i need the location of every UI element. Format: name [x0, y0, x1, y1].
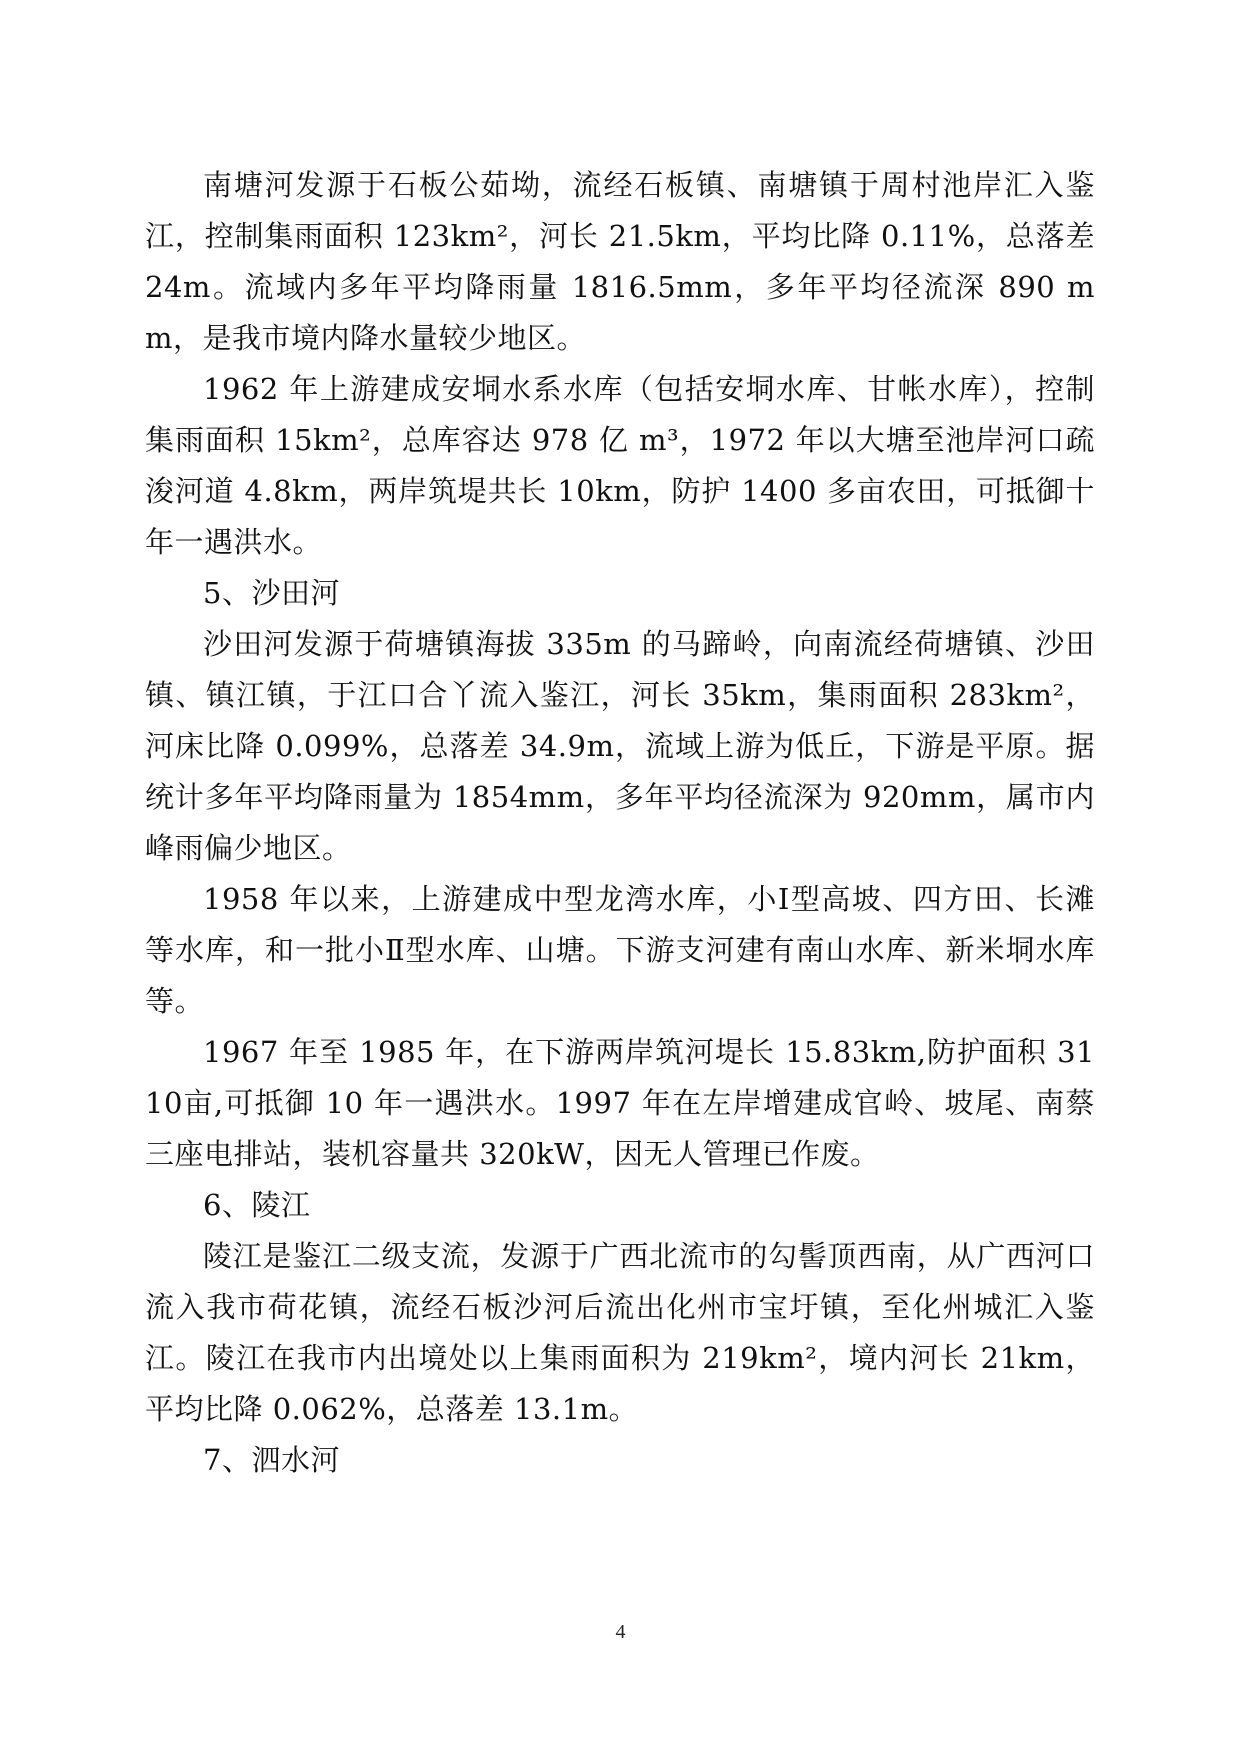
- page-number: 4: [615, 1621, 626, 1643]
- paragraph-shatian-embankment: 1967 年至 1985 年，在下游两岸筑河堤长 15.83km,防护面积 3110亩,可抵御 10 年一遇洪水。1997 年在左岸增建成官岭、坡尾、南蔡三座电排站，装机容量共 320kW，因无人管理已作废。: [145, 1035, 1095, 1171]
- paragraph-antong-reservoir: 1962 年上游建成安垌水系水库（包括安垌水库、甘帐水库），控制集雨面积 15km²，总库容达 978 亿 m³，1972 年以大塘至池岸河口疏浚河道 4.8km，两岸筑堤共长 10km，防护 1400 多亩农田，可抵御十年一遇洪水。: [145, 372, 1095, 559]
- paragraph-nantang-river: 南塘河发源于石板公茹坳，流经石板镇、南塘镇于周村池岸汇入鉴江，控制集雨面积 123km²，河长 21.5km，平均比降 0.11%，总落差 24m。流域内多年平均降雨量 1816.5mm，多年平均径流深 890 mm，是我市境内降水量较少地区。: [145, 168, 1095, 355]
- paragraph-shatian-reservoirs: 1958 年以来，上游建成中型龙湾水库，小Ⅰ型高坡、四方田、长滩等水库，和一批小Ⅱ型水库、山塘。下游支河建有南山水库、新米垌水库等。: [145, 882, 1095, 1018]
- paragraph-lingjiang: 陵江是鉴江二级支流，发源于广西北流市的勾髻顶西南，从广西河口流入我市荷花镇，流经石板沙河后流出化州市宝圩镇，至化州城汇入鉴江。陵江在我市内出境处以上集雨面积为 219km²，境内河长 21km，平均比降 0.062%，总落差 13.1m。: [145, 1239, 1095, 1426]
- section-heading-sishui-river: 7、泗水河: [203, 1443, 340, 1477]
- paragraph-shatian-river: 沙田河发源于荷塘镇海拔 335m 的马蹄岭，向南流经荷塘镇、沙田镇、镇江镇，于江口合丫流入鉴江，河长 35km，集雨面积 283km²，河床比降 0.099%，总落差 34.9m，流域上游为低丘，下游是平原。据统计多年平均降雨量为 1854mm，多年平均径流深为 920mm，属市内峰雨偏少地区。: [145, 627, 1095, 865]
- section-heading-shatian-river: 5、沙田河: [203, 576, 340, 610]
- document-body: [145, 160, 1095, 1486]
- section-heading-lingjiang: 6、陵江: [203, 1188, 311, 1222]
